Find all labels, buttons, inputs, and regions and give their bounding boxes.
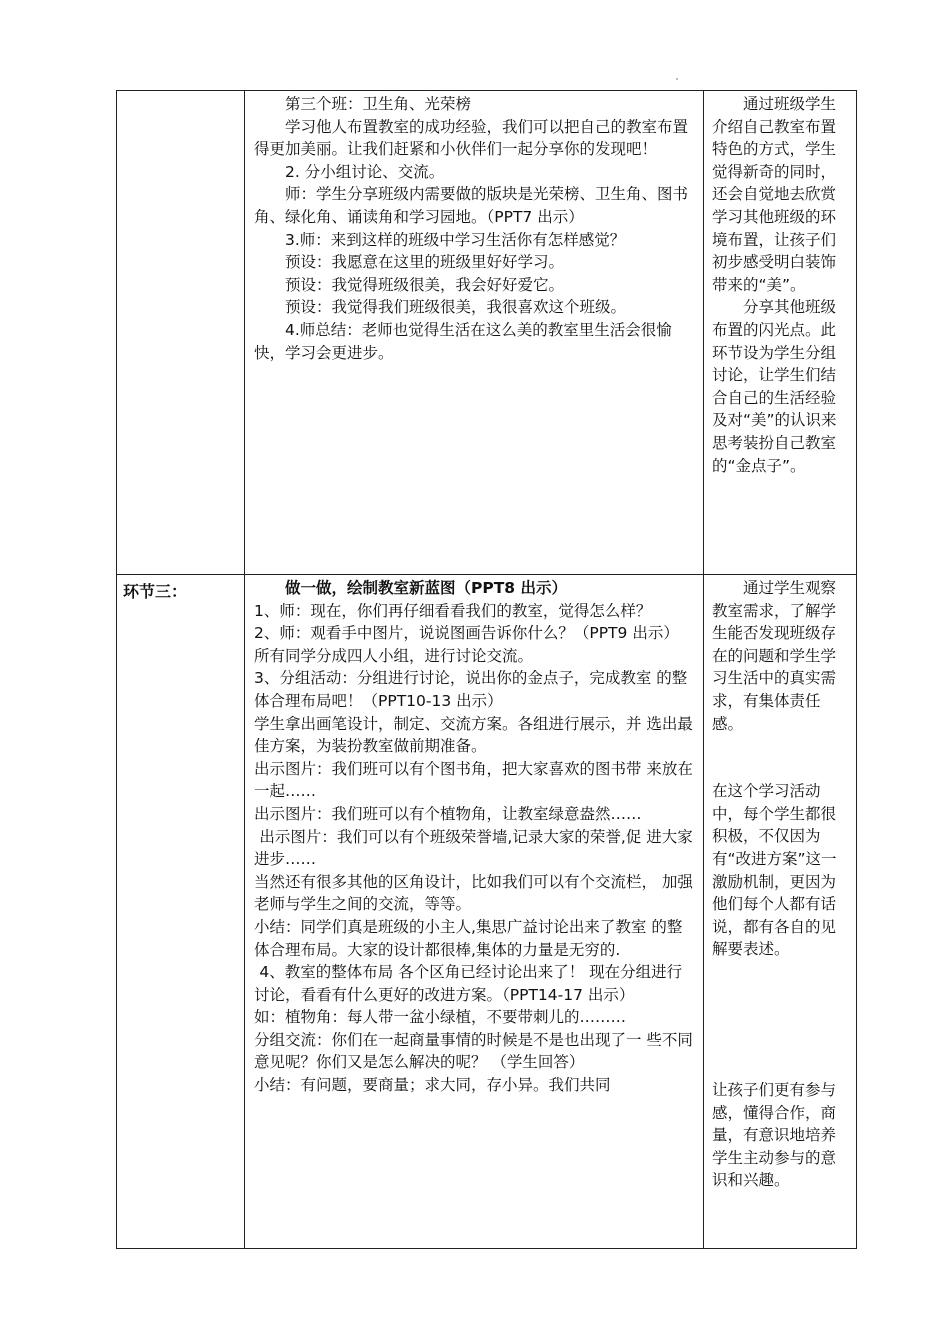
content-line: 出示图片：我们班可以有个植物角，让教室绿意盎然…… xyxy=(254,804,642,823)
content-line: 出示图片：我们可以有个班级荣誉墙,记录大家的荣誉,促 进大家进步…… xyxy=(254,827,693,869)
content-line: 所有同学分成四人小组，进行讨论交流。 xyxy=(254,646,534,665)
stage-label xyxy=(117,91,244,99)
scan-dot xyxy=(676,78,678,80)
content-line: 学生拿出画笔设计，制定、交流方案。各组进行展示，并 选出最佳方案，为装扮教室做前期准备。 xyxy=(254,714,693,756)
design-intent-cell xyxy=(704,575,857,1249)
content-line: 预设：我觉得我们班级很美，我很喜欢这个班级。 xyxy=(285,298,627,317)
table-row xyxy=(117,575,857,1249)
content-line: 4.师总结：老师也觉得生活在这么美的教室里生活会很愉快，学习会更进步。 xyxy=(254,320,672,362)
lesson-plan-table xyxy=(116,90,857,1249)
content-line: 3、分组活动：分组进行讨论，说出你的金点子，完成教室 的整体合理布局吧！（PPT10-13 出示） xyxy=(254,669,688,710)
content-line: 小结：同学们真是班级的小主人,集思广益讨论出来了教室 的整体合理布局。大家的设计都很棒,集体的力量是无穷的. xyxy=(254,917,683,959)
content-line: 分组交流：你们在一起商量事情的时候是不是也出现了一 些不同意见呢？你们又是怎么解决的呢？ （学生回答） xyxy=(254,1030,693,1072)
content-line: 出示图片：我们班可以有个图书角，把大家喜欢的图书带 来放在一起…… xyxy=(254,759,693,801)
content-line: 4、教室的整体布局 各个区角已经讨论出来了！ 现在分组进行讨论，看看有什么更好的改进方案。（PPT14-17 出示） xyxy=(254,963,683,1004)
section-title: 做一做，绘制教室新蓝图（PPT8 出示） xyxy=(285,579,567,597)
content-line: 当然还有很多其他的区角设计，比如我们可以有个交流栏， 加强老师与学生之间的交流，等等。 xyxy=(254,872,693,914)
design-intent-cell xyxy=(704,91,857,575)
content-line: 小结：有问题，要商量；求大同，存小异。我们共同 xyxy=(254,1076,611,1095)
note-paragraph: 分享其他班级布置的闪光点。此环节设为学生分组讨论，让学生们结合自己的生活经验及对“美”的认识来思考装扮自己教室的“金点子”。 xyxy=(712,298,837,475)
content-line: 师：学生分享班级内需要做的版块是光荣榜、卫生角、图书角、绿化角、诵读角和学习园地。（PPT7 出示） xyxy=(254,185,689,226)
note-paragraph: 让孩子们更有参与感，懂得合作，商量，有意识地培养学生主动参与的意识和兴趣。 xyxy=(712,1080,837,1190)
content-line: 学习他人布置教室的成功经验，我们可以把自己的教室布置得更加美丽。让我们赶紧和小伙伴们一起分享你的发现吧！ xyxy=(254,117,689,159)
content-line: 3.师：来到这样的班级中学习生活你有怎样感觉？ xyxy=(285,230,626,249)
note-paragraph: 通过班级学生介绍自己教室布置特色的方式，学生觉得新奇的同时，还会自觉地去欣赏学习其他班级的环境布置，让孩子们初步感受明白装饰带来的“美”。 xyxy=(712,95,837,294)
content-line: 2. 分小组讨论、交流。 xyxy=(285,162,445,181)
content-cell xyxy=(245,575,704,1249)
content-line: 预设：我觉得班级很美，我会好好爱它。 xyxy=(285,275,565,294)
table-row xyxy=(117,91,857,575)
content-line: 预设：我愿意在这里的班级里好好学习。 xyxy=(285,253,565,272)
content-line: 第三个班：卫生角、光荣榜 xyxy=(285,95,472,113)
content-line: 2、师：观看手中图片，说说图画告诉你什么？（PPT9 出示） xyxy=(254,624,679,643)
content-line: 如：植物角：每人带一盆小绿植，不要带刺儿的……… xyxy=(254,1008,627,1027)
stage-label-cell xyxy=(117,575,245,1249)
content-cell xyxy=(245,91,704,575)
stage-label: 环节三： xyxy=(123,582,188,601)
note-paragraph: 通过学生观察教室需求，了解学生能否发现班级存在的问题和学生学习生活中的真实需求，有集体责任感。 xyxy=(712,579,837,733)
note-paragraph: 在这个学习活动中，每个学生都很积极，不仅因为有“改进方案”这一激励机制，更因为他们每个人都有话说，都有各自的见解要表述。 xyxy=(712,782,837,959)
content-line: 1、师：现在，你们再仔细看看我们的教室，觉得怎么样？ xyxy=(254,601,652,620)
stage-label-cell xyxy=(117,91,245,575)
